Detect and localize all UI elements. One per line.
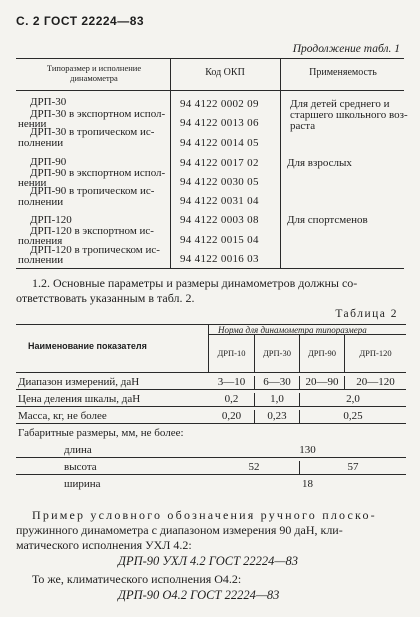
table1-row-name: нении (18, 118, 47, 130)
table1-row-name: полнении (18, 254, 64, 266)
table2-dim-label: высота (64, 461, 97, 473)
table1-okp-code: 94 4122 0003 08 (180, 214, 259, 226)
table1-row-name: полнении (18, 137, 64, 149)
table1-row-name: ДРП-90 в экспортном испол- (30, 167, 166, 179)
table-2-title: Таблица 2 (335, 308, 398, 320)
table1-usage: Для спортсменов (287, 214, 368, 226)
table1-row-name: ДРП-30 (30, 96, 67, 108)
table2-cell: 130 (299, 444, 316, 456)
table1-okp-code: 94 4122 0031 04 (180, 195, 259, 207)
table2-model: ДРП-10 (217, 348, 246, 358)
table1-okp-code: 94 4122 0030 05 (180, 176, 259, 188)
table1-col-type: Типоразмер и исполнение динамометра (46, 63, 142, 83)
table1-row-name: ДРП-120 в тропическом ис- (30, 244, 160, 256)
table2-cell: 1,0 (270, 393, 284, 405)
table1-okp-code: 94 4122 0002 09 (180, 98, 259, 110)
table2-model: ДРП-30 (263, 348, 291, 358)
table2-cell: 6—30 (263, 376, 291, 388)
table2-cell: 3—10 (217, 376, 246, 388)
table2-model: ДРП-120 (359, 348, 392, 358)
table1-row-name: нении (18, 177, 47, 189)
table1-usage: раста (290, 120, 316, 132)
table2-dim-label: ширина (64, 478, 101, 490)
table1-okp-code: 94 4122 0016 03 (180, 253, 259, 265)
table1-row-name: ДРП-90 (30, 156, 67, 168)
table1-okp-code: 94 4122 0017 02 (180, 157, 259, 169)
paragraph-1-2-line-2: ответствовать указанным в табл. 2. (16, 291, 195, 305)
table2-row-label: Масса, кг, не более (18, 410, 107, 422)
table2-cell: 18 (302, 478, 313, 490)
table2-row-label: Цена деления шкалы, даН (18, 393, 141, 405)
table2-cell: 0,2 (224, 393, 239, 405)
table1-row-name: ДРП-120 (30, 214, 72, 226)
designation-1: ДРП-90 УХЛ 4.2 ГОСТ 22224—83 (118, 554, 299, 568)
table2-cell: 57 (347, 461, 359, 473)
table1-usage: старшего школьного воз- (290, 109, 408, 121)
table1-col-usage: Применяемость (309, 67, 377, 78)
table2-cell: 0,23 (267, 410, 287, 422)
table1-row-name: ДРП-30 в тропическом ис- (30, 126, 155, 138)
table2-cell: 0,25 (343, 410, 363, 422)
example-line-1: Пример условного обозначения ручного плоско- (32, 508, 377, 522)
table1-usage: Для детей среднего и (290, 98, 390, 110)
table1-okp-code: 94 4122 0013 06 (180, 117, 259, 129)
table1-row-name: ДРП-90 в тропическом ис- (30, 185, 155, 197)
table1-row-name: ДРП-120 в экспортном ис- (30, 225, 154, 237)
table2-row-label: Диапазон измерений, даН (18, 376, 140, 388)
example-line-4: То же, климатического исполнения О4.2: (32, 572, 242, 586)
table-continuation-label: Продолжение табл. 1 (292, 43, 400, 55)
table1-okp-code: 94 4122 0015 04 (180, 234, 259, 246)
table2-dims-label: Габаритные размеры, мм, не более: (18, 427, 184, 439)
paragraph-1-2-line-1: 1.2. Основные параметры и размеры динамометров должны со- (32, 276, 358, 290)
table2-dim-label: длина (64, 444, 92, 456)
table1-usage: Для взрослых (287, 157, 352, 169)
table1-row-name: полнении (18, 196, 64, 208)
example-line-3: матического исполнения УХЛ 4.2: (16, 538, 192, 552)
table2-model: ДРП-90 (308, 348, 336, 358)
table1-col-okp: Код ОКП (205, 67, 245, 78)
table2-cell: 20—120 (356, 376, 395, 388)
table2-cell: 0,20 (221, 410, 242, 422)
example-line-2: пружинного динамометра с диапазоном измерения 90 даН, кли- (16, 523, 343, 537)
table2-cell: 52 (248, 461, 260, 473)
table2-head-norm: Норма для динамометра типоразмера (218, 325, 367, 335)
designation-2: ДРП-90 О4.2 ГОСТ 22224—83 (118, 588, 280, 602)
table1-row-name: ДРП-30 в экспортном испол- (30, 108, 166, 120)
table1-row-name: полнения (18, 235, 63, 247)
table2-head-indicator: Наименование показателя (28, 341, 147, 351)
page-header: С. 2 ГОСТ 22224—83 (16, 14, 145, 28)
table1-okp-code: 94 4122 0014 05 (180, 137, 259, 149)
table2-cell: 2,0 (346, 393, 360, 405)
table2-cell: 20—90 (305, 376, 339, 388)
